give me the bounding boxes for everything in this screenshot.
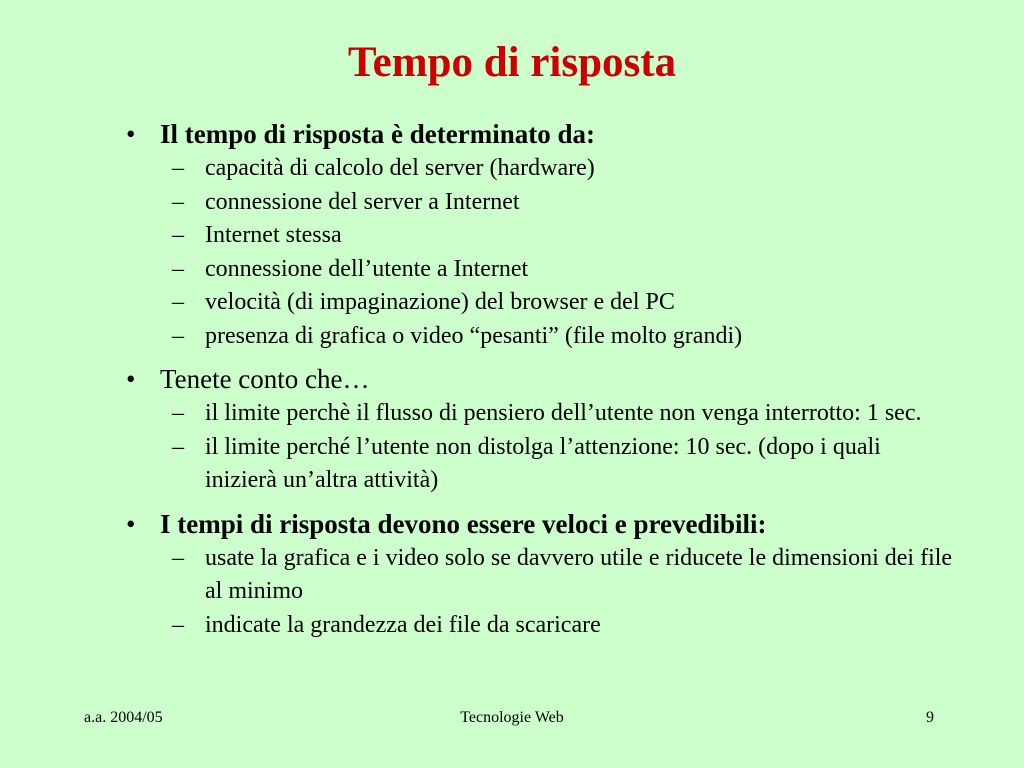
bullet-text: I tempi di risposta devono essere veloci e prevedibili: (160, 508, 767, 539)
dash-icon: – (172, 188, 184, 215)
sub-item (118, 219, 958, 253)
sub-item-text: il limite perchè il flusso di pensiero dell’utente non venga interrotto: 1 sec. (205, 400, 922, 426)
sub-item (118, 186, 958, 220)
section-keep-in-mind (118, 361, 958, 498)
sub-item-text: velocità (di impaginazione) del browser e del PC (205, 289, 675, 315)
bullet-text: Il tempo di risposta è determinato da: (160, 119, 595, 149)
sub-item (118, 542, 958, 609)
bullet-icon: • (126, 508, 136, 539)
dash-icon: – (172, 433, 184, 460)
sub-item (118, 286, 958, 320)
footer-academic-year: a.a. 2004/05 (84, 709, 163, 726)
dash-icon: – (172, 611, 184, 638)
sub-item-text: connessione del server a Internet (205, 188, 520, 215)
slide-title: Tempo di risposta (347, 39, 677, 86)
sub-item (118, 253, 958, 287)
sub-item-text: connessione dell’utente a Internet (205, 255, 529, 282)
footer-course-name: Tecnologie Web (460, 709, 564, 726)
bullet-item (118, 361, 958, 397)
sub-item-text: usate la grafica e i video solo se davvero utile e riducete le dimensioni dei file al minimo (205, 544, 953, 604)
dash-icon: – (172, 289, 184, 315)
dash-icon: – (172, 155, 184, 181)
sub-item (118, 397, 958, 431)
dash-icon: – (172, 255, 184, 282)
sub-list (118, 397, 958, 498)
bullet-icon: • (126, 119, 136, 149)
sub-item-text: capacità di calcolo del server (hardware) (205, 155, 595, 181)
sub-item (118, 152, 958, 186)
bullet-icon: • (126, 364, 136, 394)
sub-item (118, 431, 958, 498)
footer-page-number: 9 (926, 709, 934, 726)
slide-body (118, 116, 958, 650)
bullet-text: Tenete conto che… (160, 364, 370, 394)
sub-item-text: presenza di grafica o video “pesanti” (file molto grandi) (205, 322, 743, 349)
sub-item-text: Internet stessa (205, 222, 342, 248)
dash-icon: – (172, 322, 184, 349)
sub-item-text: il limite perché l’utente non distolga l’attenzione: 10 sec. (dopo i quali inizierà un’altra attività) (205, 433, 881, 493)
sub-item (118, 320, 958, 354)
section-response-time-factors (118, 116, 958, 353)
bullet-item (118, 506, 958, 542)
sub-list (118, 152, 958, 353)
dash-icon: – (172, 400, 184, 426)
dash-icon: – (172, 544, 184, 571)
sub-list (118, 542, 958, 643)
section-fast-predictable (118, 506, 958, 643)
dash-icon: – (172, 222, 184, 248)
sub-item-text: indicate la grandezza dei file da scaricare (205, 611, 601, 638)
sub-item (118, 609, 958, 643)
bullet-item (118, 116, 958, 152)
